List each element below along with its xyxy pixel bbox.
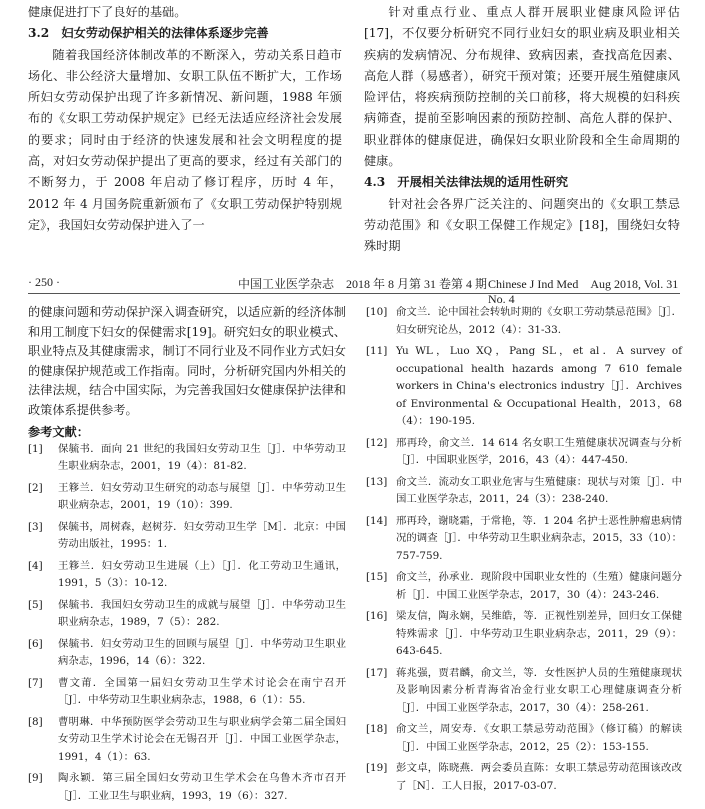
reference-number: [14] <box>366 514 388 527</box>
reference-item <box>366 343 682 431</box>
references-title: 参考文献： <box>28 424 89 439</box>
reference-text: 蒋兆强，贾君麟，俞文兰，等．女性医护人员的生殖健康现状及影响因素分析青海省冶金行业女职工心理健康调查分析［J］．中国工业医学杂志，2017，30（4）：258-261. <box>396 666 682 714</box>
reference-number: [12] <box>366 436 388 449</box>
reference-number: [6] <box>28 637 43 650</box>
reference-item <box>366 608 682 661</box>
reference-list-left <box>28 441 346 806</box>
reference-item <box>28 714 346 767</box>
reference-item <box>28 441 346 476</box>
top-right-column <box>364 2 680 258</box>
reference-item <box>28 770 346 805</box>
reference-number: [3] <box>28 520 43 533</box>
reference-text: 保毓书．我国妇女劳动卫生的成就与展望［J］．中华劳动卫生职业病杂志，1989，7（5）：282. <box>58 598 346 629</box>
reference-item <box>28 675 346 710</box>
reference-text: 邢再玲，谢晓霜，于常艳，等．1 204 名护士恶性肿瘤患病情况的调查［J］．中华劳动卫生职业病杂志，2015，33（10）：757-759. <box>396 514 682 562</box>
reference-text: Yu WL，Luo XQ，Pang SL，et al．A survey of occupational health hazards among 7 610 female workers in China's electronics industry［J］．Archives of Environmental & Occupational Health，2013，68（4）：190-195. <box>396 345 682 427</box>
reference-text: 俞文兰，周安寿．《女职工禁忌劳动范围》（修订稿）的解读［J］．中国工业医学杂志，2012，25（2）：153-155. <box>396 723 682 753</box>
reference-number: [16] <box>366 610 388 622</box>
reference-number: [11] <box>366 345 388 357</box>
reference-text: 陶永颖．第三届全国妇女劳动卫生学术会在乌鲁木齐市召开［J］．工业卫生与职业病，1993，19（6）：327. <box>58 772 346 802</box>
reference-item <box>366 435 682 470</box>
reference-item <box>28 636 346 671</box>
paragraph-4-2-tail: 针对重点行业、重点人群开展职业健康风险评估[17]，不仅要分析研究不同行业妇女的职业病及职业相关疾病的发病情况、分布规律、致病因素，查找高危因素、高危人群（易感者），研究干预对策；还要开展生殖健康风险评估，将疾病预防控制的关口前移，将大规模的妇科疾病筛查，提前至影响因素的预防控制、高危人群的保护、职业群体的健康促进，确保妇女职业阶段和全生命周期的健康。 <box>364 5 680 169</box>
reference-item <box>366 721 682 756</box>
reference-number: [9] <box>28 772 43 785</box>
reference-item <box>366 665 682 718</box>
page-number: · 250 · <box>28 275 60 289</box>
reference-text: 王簃兰．妇女劳动卫生研究的动态与展望［J］．中华劳动卫生职业病杂志，2001，19（10）：399. <box>58 481 346 512</box>
reference-item <box>366 760 682 795</box>
journal-name-cn: 中国工业医学杂志 2018 年 8 月第 31 卷第 4 期 <box>238 277 488 291</box>
reference-number: [1] <box>28 442 43 455</box>
paragraph-lead: 健康促进打下了良好的基础。 <box>28 5 187 19</box>
reference-number: [13] <box>366 475 388 488</box>
reference-number: [19] <box>366 762 388 774</box>
reference-item <box>28 597 346 632</box>
reference-number: [18] <box>366 723 388 735</box>
reference-text: 保毓书．面向 21 世纪的我国妇女劳动卫生［J］．中华劳动卫生职业病杂志，2001，19（4）：81-82. <box>58 442 346 473</box>
reference-text: 邢再玲，俞文兰．14 614 名女职工生殖健康状况调查与分析［J］．中国职业医学，2016，43（4）：447-450. <box>396 436 682 466</box>
reference-text: 彭文卓，陈晓燕．两会委员直陈：女职工禁忌劳动范围该改改了［N］．工人日报，2017-03-07. <box>396 762 682 792</box>
reference-number: [10] <box>366 306 388 318</box>
reference-number: [2] <box>28 481 43 494</box>
reference-text: 王簃兰．妇女劳动卫生进展（上）［J］．化工劳动卫生通讯，1991，5（3）：10-12. <box>58 559 346 590</box>
paragraph-continued: 的健康问题和劳动保护深入调查研究，以适应新的经济体制和用工制度下妇女的保健需求[19]。研究妇女的职业模式、职业特点及其健康需求，制订不同行业及不同作业方式妇女的健康保护规范或工作指南。同时，分析研究国内外相关的法律法规，结合中国实际，为完善我国妇女健康保护法律和政策体系提供参考。 <box>28 305 346 417</box>
reference-item <box>366 513 682 566</box>
reference-text: 保毓书，周树森，赵树芬．妇女劳动卫生学［M］．北京：中国劳动出版社，1995：1. <box>58 520 346 551</box>
reference-number: [5] <box>28 598 43 611</box>
paragraph-4-3: 针对社会各界广泛关注的、问题突出的《女职工禁忌劳动范围》和《女职工保健工作规定》[18]，围绕妇女特殊时期 <box>364 196 680 254</box>
reference-text: 俞文兰．论中国社会转轨时期的《女职工劳动禁忌范围》［J］．妇女研究论丛，2012（4）：31-33. <box>396 306 682 336</box>
reference-item <box>366 569 682 604</box>
reference-item <box>28 519 346 554</box>
reference-number: [17] <box>366 666 388 679</box>
reference-text: 梁友信，陶永娴，吴维皓，等．正视性别差异，回归女工保健特殊需求［J］．中华劳动卫生职业病杂志，2011，29（9）：643-645. <box>396 610 682 657</box>
reference-item <box>28 480 346 515</box>
top-left-column <box>28 2 342 236</box>
reference-number: [8] <box>28 715 43 728</box>
reference-item <box>366 304 682 339</box>
reference-text: 曹明琳．中华预防医学会劳动卫生与职业病学会第二届全国妇女劳动卫生学术讨论会在无锡召开［J］．中国工业医学杂志，1991，4（1）：63. <box>58 715 346 763</box>
reference-text: 俞文兰，孙承业．现阶段中国职业女性的（生殖）健康问题分析［J］．中国工业医学杂志，2017，30（4）：243-246. <box>396 571 682 601</box>
bottom-right-column <box>366 304 682 799</box>
reference-text: 保毓书．妇女劳动卫生的回顾与展望［J］．中华劳动卫生职业病杂志，1996，14（6）：322. <box>58 637 346 668</box>
reference-text: 曹文莆．全国第一届妇女劳动卫生学术讨论会在南宁召开［J］．中华劳动卫生职业病杂志，1988，6（1）：55. <box>58 676 346 707</box>
section-heading-4-3: 4.3 开展相关法律法规的适用性研究 <box>364 175 569 190</box>
journal-name-en: Chinese J Ind Med Aug 2018, Vol. 31 No. 4 <box>488 277 679 306</box>
reference-item <box>28 558 346 593</box>
reference-list-right <box>366 304 682 795</box>
reference-number: [4] <box>28 559 43 572</box>
reference-number: [7] <box>28 676 43 689</box>
page-header <box>28 273 680 306</box>
section-heading-3-2: 3.2 妇女劳动保护相关的法律体系逐步完善 <box>28 26 269 41</box>
reference-text: 俞文兰．流动女工职业危害与生殖健康：现状与对策［J］．中国工业医学杂志，2011，24（3）：238-240. <box>396 475 682 505</box>
reference-number: [15] <box>366 571 388 583</box>
reference-item <box>366 474 682 509</box>
paragraph-3-2: 随着我国经济体制改革的不断深入，劳动关系日趋市场化、非公经济大量增加、女职工队伍不断扩大，工作场所妇女劳动保护出现了许多新情况、新问题，1988 年颁布的《女职工劳动保护规定》已经无法适应经济社会发展的要求；同时由于经济的快速发展和社会文明程度的提高，对妇女劳动保护提出了更高的要求，经过有关部门的不断努力，于 2008 年启动了修订程序，历时 4 年，2012 年 4 月国务院重新颁布了《女职工劳动保护特别规定》，我国妇女劳动保护进入了一 <box>28 47 342 232</box>
bottom-left-column <box>28 303 346 809</box>
